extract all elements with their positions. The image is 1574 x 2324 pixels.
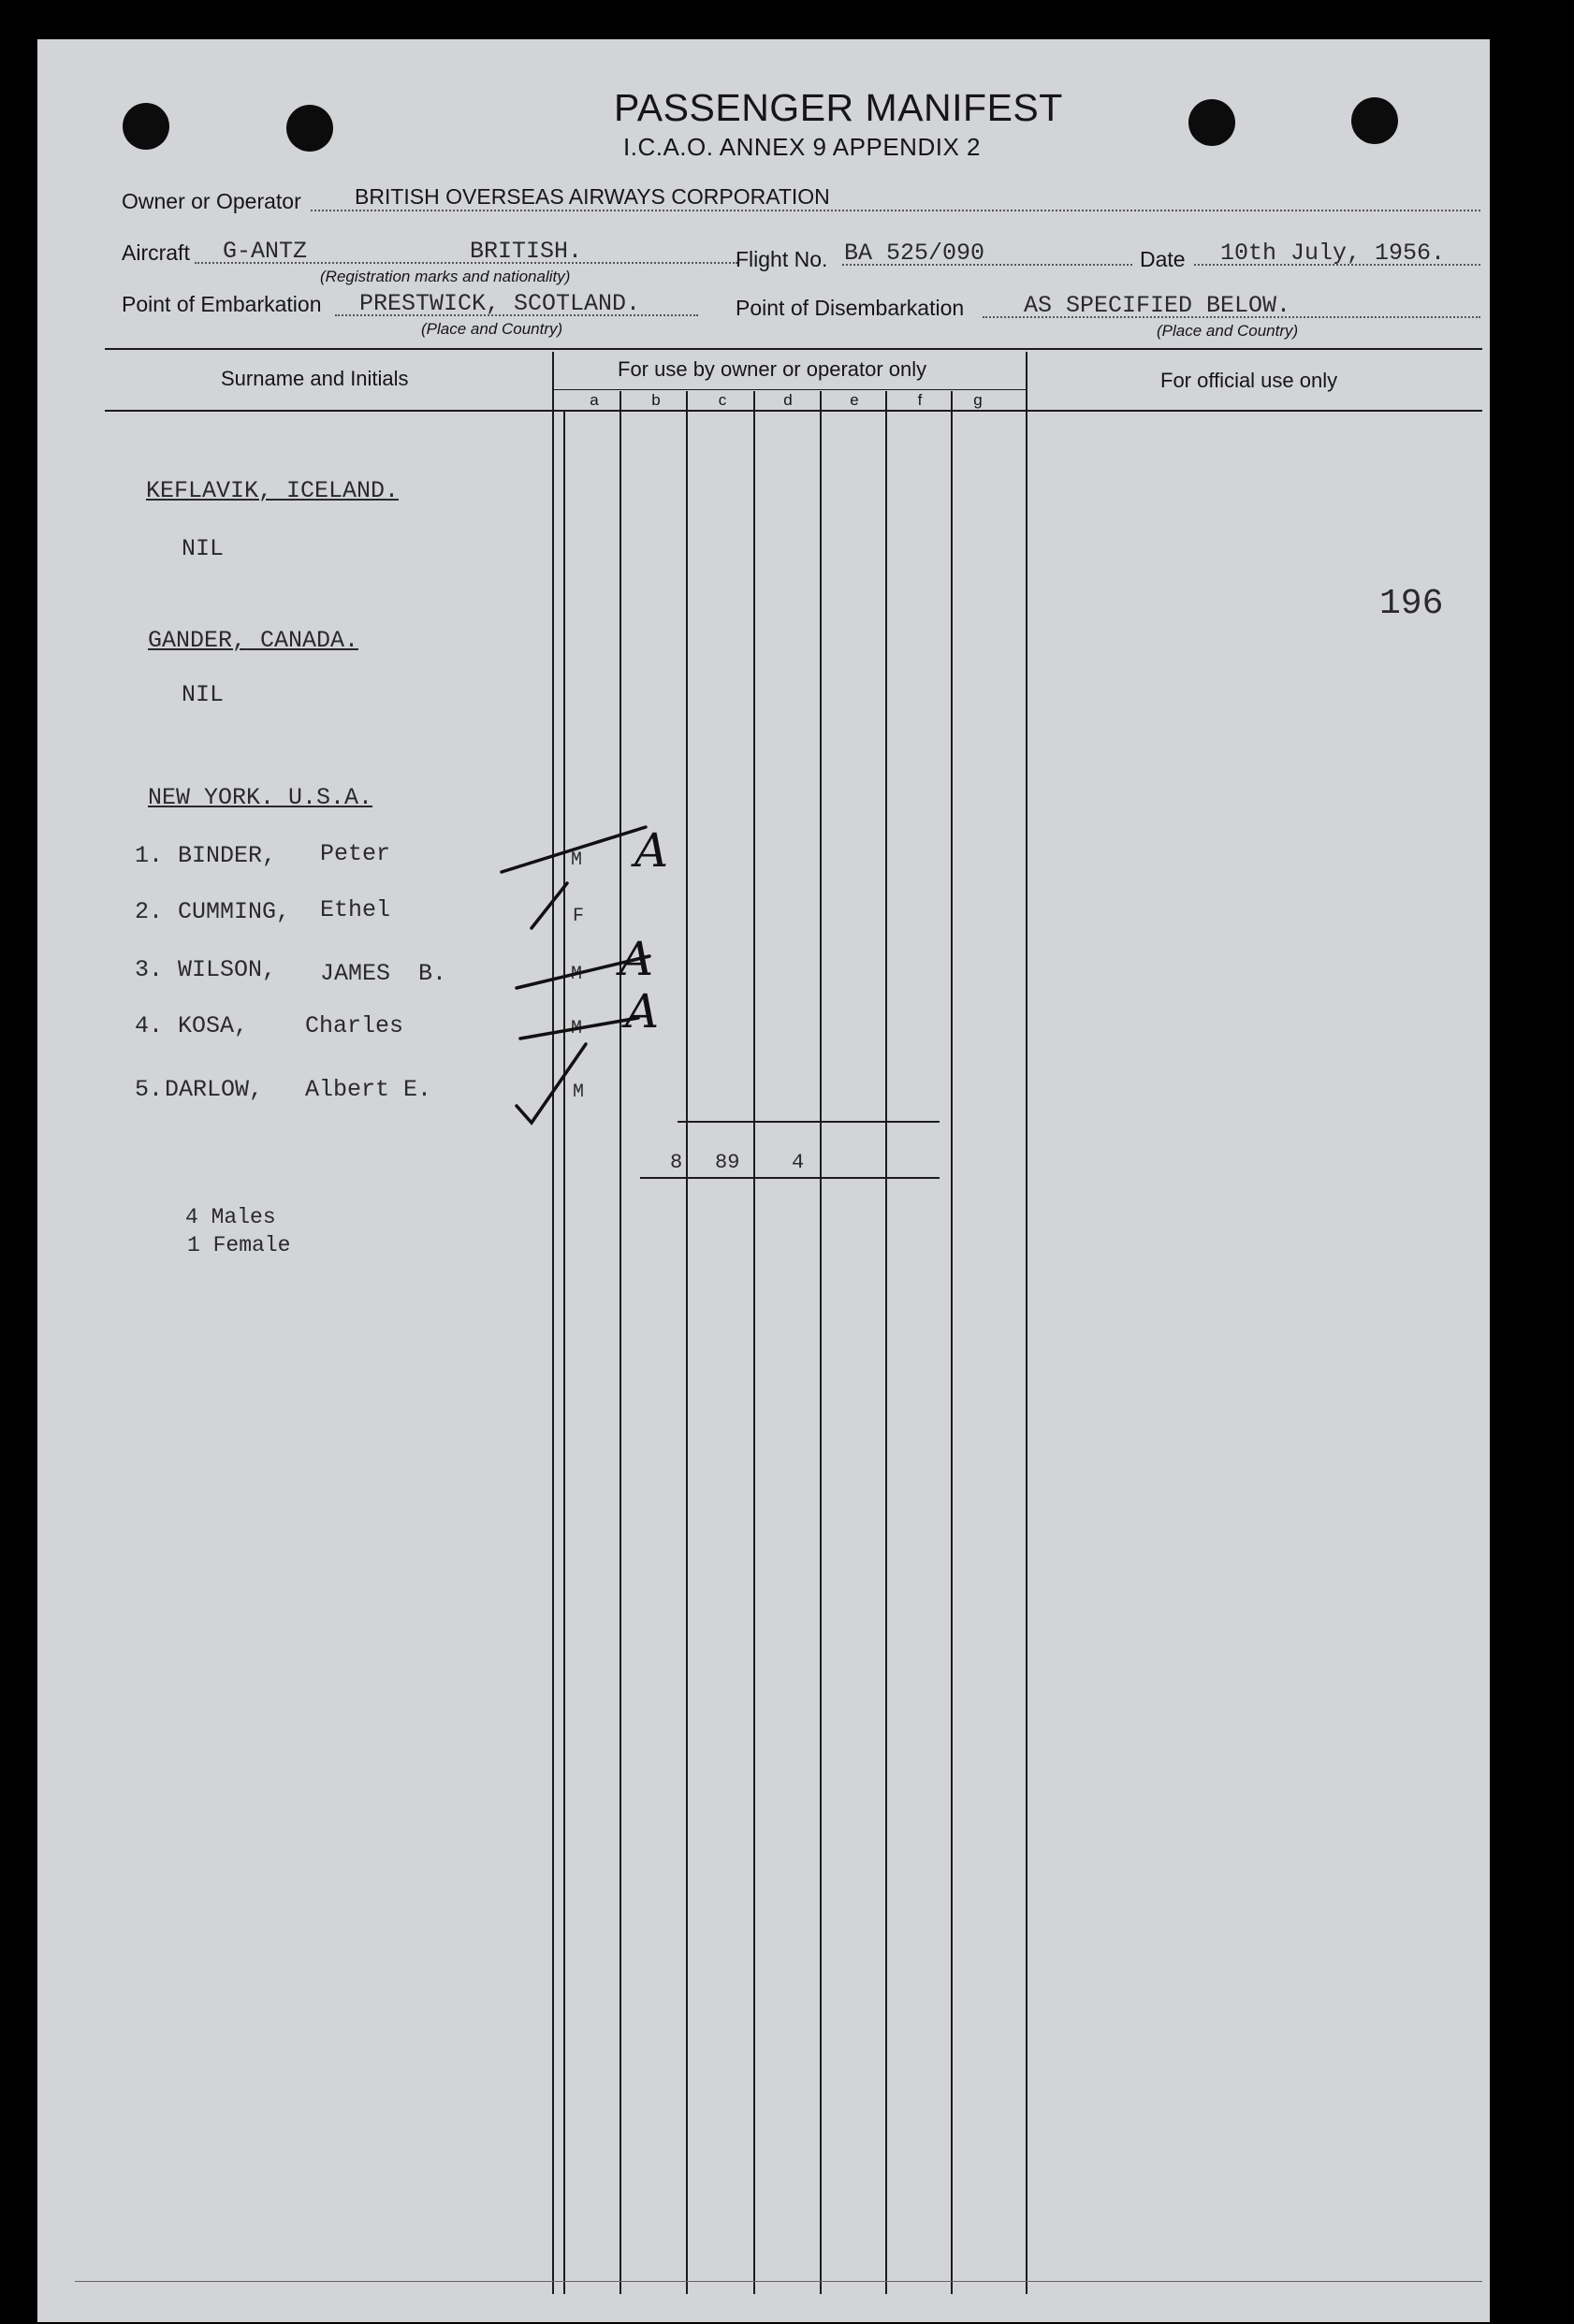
passenger-surname: KOSA, bbox=[178, 1012, 249, 1039]
passenger-sex: F bbox=[573, 906, 585, 927]
passenger-number: 5. bbox=[135, 1076, 164, 1103]
check-stroke-2 bbox=[532, 883, 567, 928]
passenger-given-name: Albert E. bbox=[305, 1076, 432, 1103]
flight-value: BA 525/090 bbox=[844, 240, 985, 267]
check-stroke-3 bbox=[517, 956, 649, 988]
passenger-given-name: JAMES B. bbox=[320, 960, 447, 987]
official-number: 196 bbox=[1379, 584, 1444, 624]
check-stroke-1 bbox=[502, 827, 646, 872]
embarkation-label: Point of Embarkation bbox=[122, 292, 322, 316]
section-gander-entry: NIL bbox=[182, 681, 225, 708]
section-gander: GANDER, CANADA. bbox=[148, 627, 359, 654]
passenger-sex: M bbox=[571, 1018, 583, 1039]
passenger-surname: WILSON, bbox=[178, 956, 277, 983]
subcolumn-label-d: d bbox=[783, 391, 793, 409]
passenger-surname: CUMMING, bbox=[178, 898, 291, 925]
passenger-number: 1. bbox=[135, 842, 164, 869]
subcolumn-label-e: e bbox=[850, 391, 859, 409]
check-stroke-4 bbox=[520, 1018, 638, 1039]
passenger-sex: M bbox=[573, 1082, 585, 1103]
date-value: 10th July, 1956. bbox=[1220, 240, 1446, 267]
passenger-surname: BINDER, bbox=[178, 842, 277, 869]
check-stroke-5 bbox=[517, 1044, 586, 1123]
passenger-sex: M bbox=[571, 964, 583, 985]
official-use-column-header: For official use only bbox=[1160, 369, 1338, 392]
passenger-sex: M bbox=[571, 850, 583, 871]
page-title: PASSENGER MANIFEST bbox=[614, 86, 1063, 129]
owner-value: BRITISH OVERSEAS AIRWAYS CORPORATION bbox=[355, 184, 830, 209]
passenger-given-name: Charles bbox=[305, 1012, 404, 1039]
passenger-given-name: Peter bbox=[320, 840, 391, 867]
sheet-bottom-rule bbox=[75, 2281, 1482, 2282]
disembarkation-value: AS SPECIFIED BELOW. bbox=[1024, 292, 1291, 319]
disembarkation-label: Point of Disembarkation bbox=[736, 296, 965, 320]
section-new-york: NEW YORK. U.S.A. bbox=[148, 784, 373, 811]
flight-label: Flight No. bbox=[736, 247, 828, 271]
summary-males: 4 Males bbox=[185, 1205, 276, 1229]
section-keflavik-entry: NIL bbox=[182, 535, 225, 562]
place-note-right: (Place and Country) bbox=[1157, 322, 1299, 340]
total-d: 4 bbox=[792, 1151, 805, 1174]
manifest-sheet bbox=[37, 39, 1490, 2322]
subcolumn-label-c: c bbox=[718, 391, 727, 409]
aircraft-label: Aircraft bbox=[122, 240, 190, 265]
passenger-stamp: A bbox=[634, 823, 669, 878]
nationality-value: BRITISH. bbox=[470, 238, 583, 265]
handwritten-checkmarks bbox=[37, 39, 1490, 2322]
subcolumn-label-b: b bbox=[651, 391, 661, 409]
total-b: 8 bbox=[670, 1151, 683, 1174]
passenger-given-name: Ethel bbox=[320, 896, 391, 923]
subcolumn-label-a: a bbox=[590, 391, 599, 409]
subcolumn-label-g: g bbox=[973, 391, 983, 409]
owner-label: Owner or Operator bbox=[122, 189, 301, 213]
passenger-surname: DARLOW, bbox=[165, 1076, 264, 1103]
embarkation-value: PRESTWICK, SCOTLAND. bbox=[359, 290, 641, 317]
page-subtitle: I.C.A.O. ANNEX 9 APPENDIX 2 bbox=[623, 133, 981, 161]
aircraft-value: G-ANTZ bbox=[223, 238, 308, 265]
owner-use-column-header: For use by owner or operator only bbox=[618, 357, 927, 381]
section-keflavik: KEFLAVIK, ICELAND. bbox=[146, 477, 400, 504]
passenger-number: 3. bbox=[135, 956, 164, 983]
registration-note: (Registration marks and nationality) bbox=[320, 268, 571, 285]
surname-column-header: Surname and Initials bbox=[221, 367, 409, 390]
place-note-left: (Place and Country) bbox=[421, 320, 563, 338]
total-c: 89 bbox=[715, 1151, 740, 1174]
passenger-number: 4. bbox=[135, 1012, 164, 1039]
date-label: Date bbox=[1140, 247, 1186, 271]
passenger-stamp: A bbox=[625, 984, 660, 1039]
summary-female: 1 Female bbox=[187, 1233, 291, 1257]
subcolumn-label-f: f bbox=[917, 391, 923, 409]
passenger-stamp: A bbox=[619, 932, 654, 986]
passenger-number: 2. bbox=[135, 898, 164, 925]
